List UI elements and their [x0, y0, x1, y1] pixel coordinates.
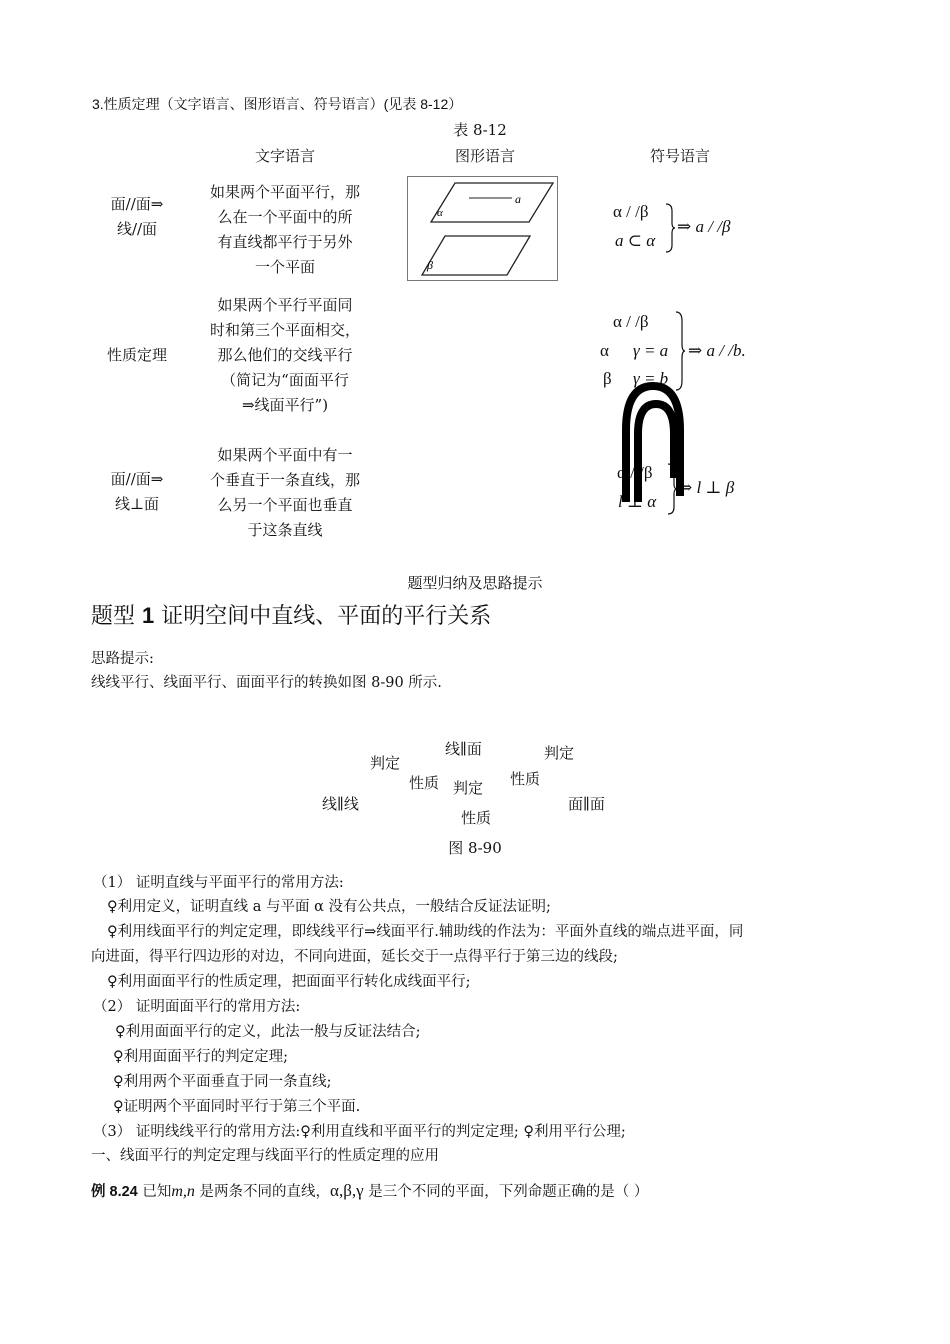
row2-symbol-l3a: β: [603, 369, 612, 388]
label-property-right: 性质: [510, 770, 541, 788]
method-3-line: （3） 证明线线平行的常用方法:♀利用直线和平面平行的判定定理; ♀利用平行公理;: [93, 1124, 626, 1140]
label-property-left: 性质: [409, 774, 440, 792]
row2-symbol-result: ⇒ a / /b.: [688, 341, 746, 360]
row1-symbol-l2: a ⊂ α: [615, 231, 656, 250]
plane-alpha-label: α: [437, 207, 443, 219]
section-title: 3.性质定理（文字语言、图形语言、符号语言）(见表 8-12）: [92, 96, 463, 112]
example-8-24: 例 8.24 已知m,n 是两条不同的直线，α,β,γ 是三个不同的平面，下列命题正确的是（ ）: [91, 1181, 649, 1200]
method-1-item-2-cont: 向进面，得平行四边形的对边，不同向进面，延长交于一点得平行于第三边的线段;: [91, 949, 618, 965]
row3-symbol-l1: α / /β: [617, 463, 653, 482]
label-judge-right: 判定: [544, 744, 575, 762]
label-judge-bottom: 判定: [453, 779, 484, 797]
method-1-title: （1） 证明直线与平面平行的常用方法:: [93, 875, 344, 891]
line-a-label: a: [515, 192, 521, 206]
node-line-line: 线∥线: [322, 795, 359, 813]
row1-name: 面//面⇒ 线//面: [110, 195, 164, 238]
row1-text: 如果两个平面平行，那 么在一个平面中的所 有直线都平行于另外 一个平面: [209, 183, 360, 276]
method-1-item-1: ♀利用定义，证明直线 a 与平面 α 没有公共点，一般结合反证法证明;: [107, 899, 551, 915]
hint-text: 线线平行、线面平行、面面平行的转换如图 8-90 所示.: [91, 675, 442, 691]
row2-text: 如果两个平行平面同 时和第三个平面相交， 那么他们的交线平行 （简记为“面面平行 ⇒线面平行”): [209, 296, 360, 414]
hint-label: 思路提示:: [91, 651, 154, 667]
method-2-item-2: ♀利用面面平行的判定定理;: [113, 1049, 288, 1065]
row3-text: 如果两个平面中有一 个垂直于一条直线，那 么另一个平面也垂直 于这条直线: [209, 446, 360, 539]
row3-name: 面//面⇒ 线⊥面: [110, 470, 164, 513]
paperclip-icon: [616, 378, 690, 504]
header-symbol-language: 符号语言: [649, 147, 710, 165]
node-plane-plane: 面∥面: [568, 795, 605, 813]
header-text-language: 文字语言: [254, 147, 315, 165]
header-figure-language: 图形语言: [454, 147, 515, 165]
parallel-planes-figure: [407, 176, 559, 282]
row1-brace: [664, 203, 676, 253]
node-line-plane: 线∥面: [445, 740, 482, 758]
method-1-item-3: ♀利用面面平行的性质定理，把面面平行转化成线面平行;: [107, 974, 471, 990]
label-judge-left: 判定: [370, 754, 401, 772]
method-2-item-4: ♀证明两个平面同时平行于第三个平面.: [113, 1099, 361, 1115]
method-2-title: （2） 证明面面平行的常用方法:: [93, 999, 301, 1015]
row2-symbol-l2a: α: [600, 341, 609, 360]
row2-name: 性质定理: [106, 346, 167, 364]
method-2-item-3: ♀利用两个平面垂直于同一条直线;: [113, 1074, 332, 1090]
table-caption: 表 8-12: [453, 121, 507, 139]
part-one-heading: 一、线面平行的判定定理与线面平行的性质定理的应用: [91, 1148, 439, 1164]
label-property-bottom: 性质: [461, 809, 492, 827]
row3-symbol-l2: l ⊥ α: [618, 492, 657, 511]
method-2-item-1: ♀利用面面平行的定义，此法一般与反证法结合;: [115, 1024, 421, 1040]
row2-symbol-l2b: γ = a: [633, 341, 669, 360]
row1-symbol-result: ⇒ a / /β: [677, 217, 731, 236]
plane-beta-label: β: [427, 258, 433, 272]
row2-symbol-l1: α / /β: [613, 312, 649, 331]
subtitle: 题型归纳及思路提示: [407, 574, 543, 592]
figure-caption: 图 8-90: [448, 839, 502, 857]
row3-symbol-result: ⇒ l ⊥ β: [678, 478, 735, 497]
row1-symbol-l1: α / /β: [613, 202, 649, 221]
heading-type-1: 题型 1 证明空间中直线、平面的平行关系: [91, 603, 492, 629]
row2-symbol-l3b: γ = b: [633, 369, 669, 388]
method-1-item-2: ♀利用线面平行的判定定理，即线线平行⇒线面平行.辅助线的作法为：平面外直线的端点进平面，同: [107, 924, 744, 940]
